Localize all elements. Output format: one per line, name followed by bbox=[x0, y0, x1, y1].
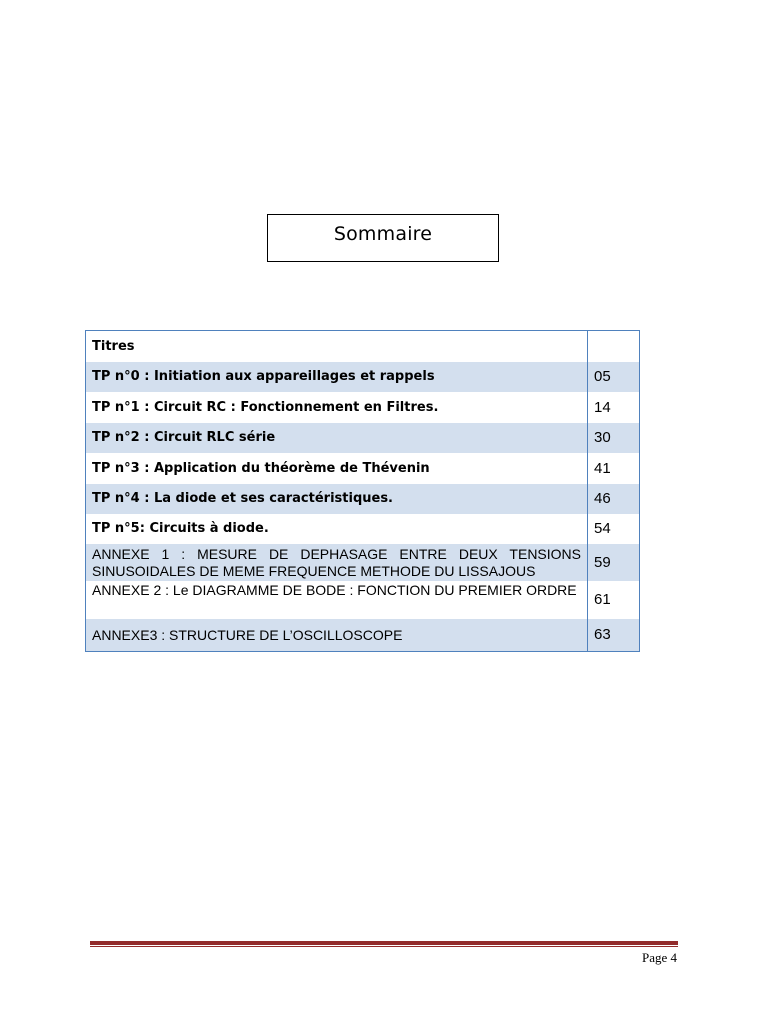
table-row bbox=[86, 423, 640, 453]
sommaire-title-box bbox=[267, 214, 499, 262]
table-row bbox=[86, 362, 640, 392]
toc-entry-title: TP n°3 : Application du théorème de Thévenin bbox=[86, 453, 588, 484]
table-row bbox=[86, 544, 640, 581]
toc-entry-page: 14 bbox=[588, 392, 640, 423]
page-number: Page 4 bbox=[641, 950, 677, 965]
table-row bbox=[86, 514, 640, 544]
toc-entry-title: TP n°4 : La diode et ses caractéristiques. bbox=[86, 484, 588, 514]
toc-entry-page: 54 bbox=[588, 514, 640, 544]
table-row bbox=[86, 453, 640, 484]
table-row bbox=[86, 619, 640, 652]
table-of-contents bbox=[85, 330, 640, 652]
toc-entry-page: 41 bbox=[588, 453, 640, 484]
table-row bbox=[86, 484, 640, 514]
toc-header-title: Titres bbox=[86, 331, 588, 363]
footer-rule bbox=[90, 941, 678, 945]
toc-header-page bbox=[588, 331, 640, 363]
toc-header-row bbox=[86, 331, 640, 363]
table-row bbox=[86, 392, 640, 423]
toc-entry-title: TP n°1 : Circuit RC : Fonctionnement en Filtres. bbox=[86, 392, 588, 423]
toc-entry-title: TP n°2 : Circuit RLC série bbox=[86, 423, 588, 453]
toc-entry-page: 59 bbox=[588, 544, 640, 581]
toc-entry-title: ANNEXE 1 : MESURE DE DEPHASAGE ENTRE DEUX TENSIONS SINUSOIDALES DE MEME FREQUENCE METHODE DU LISSAJOUS bbox=[86, 544, 588, 581]
toc-entry-title: ANNEXE3 : STRUCTURE DE L’OSCILLOSCOPE bbox=[86, 619, 588, 652]
toc-entry-page: 05 bbox=[588, 362, 640, 392]
page-title: Sommaire bbox=[333, 223, 433, 245]
toc-entry-title: TP n°0 : Initiation aux appareillages et rappels bbox=[86, 362, 588, 392]
footer-rule-thin bbox=[90, 946, 678, 947]
toc-entry-page: 46 bbox=[588, 484, 640, 514]
toc-entry-title: ANNEXE 2 : Le DIAGRAMME DE BODE : FONCTION DU PREMIER ORDRE bbox=[86, 581, 588, 619]
table-row bbox=[86, 581, 640, 619]
toc-entry-page: 61 bbox=[588, 581, 640, 619]
toc-entry-page: 30 bbox=[588, 423, 640, 453]
toc-entry-title: TP n°5: Circuits à diode. bbox=[86, 514, 588, 544]
toc-entry-page: 63 bbox=[588, 619, 640, 652]
